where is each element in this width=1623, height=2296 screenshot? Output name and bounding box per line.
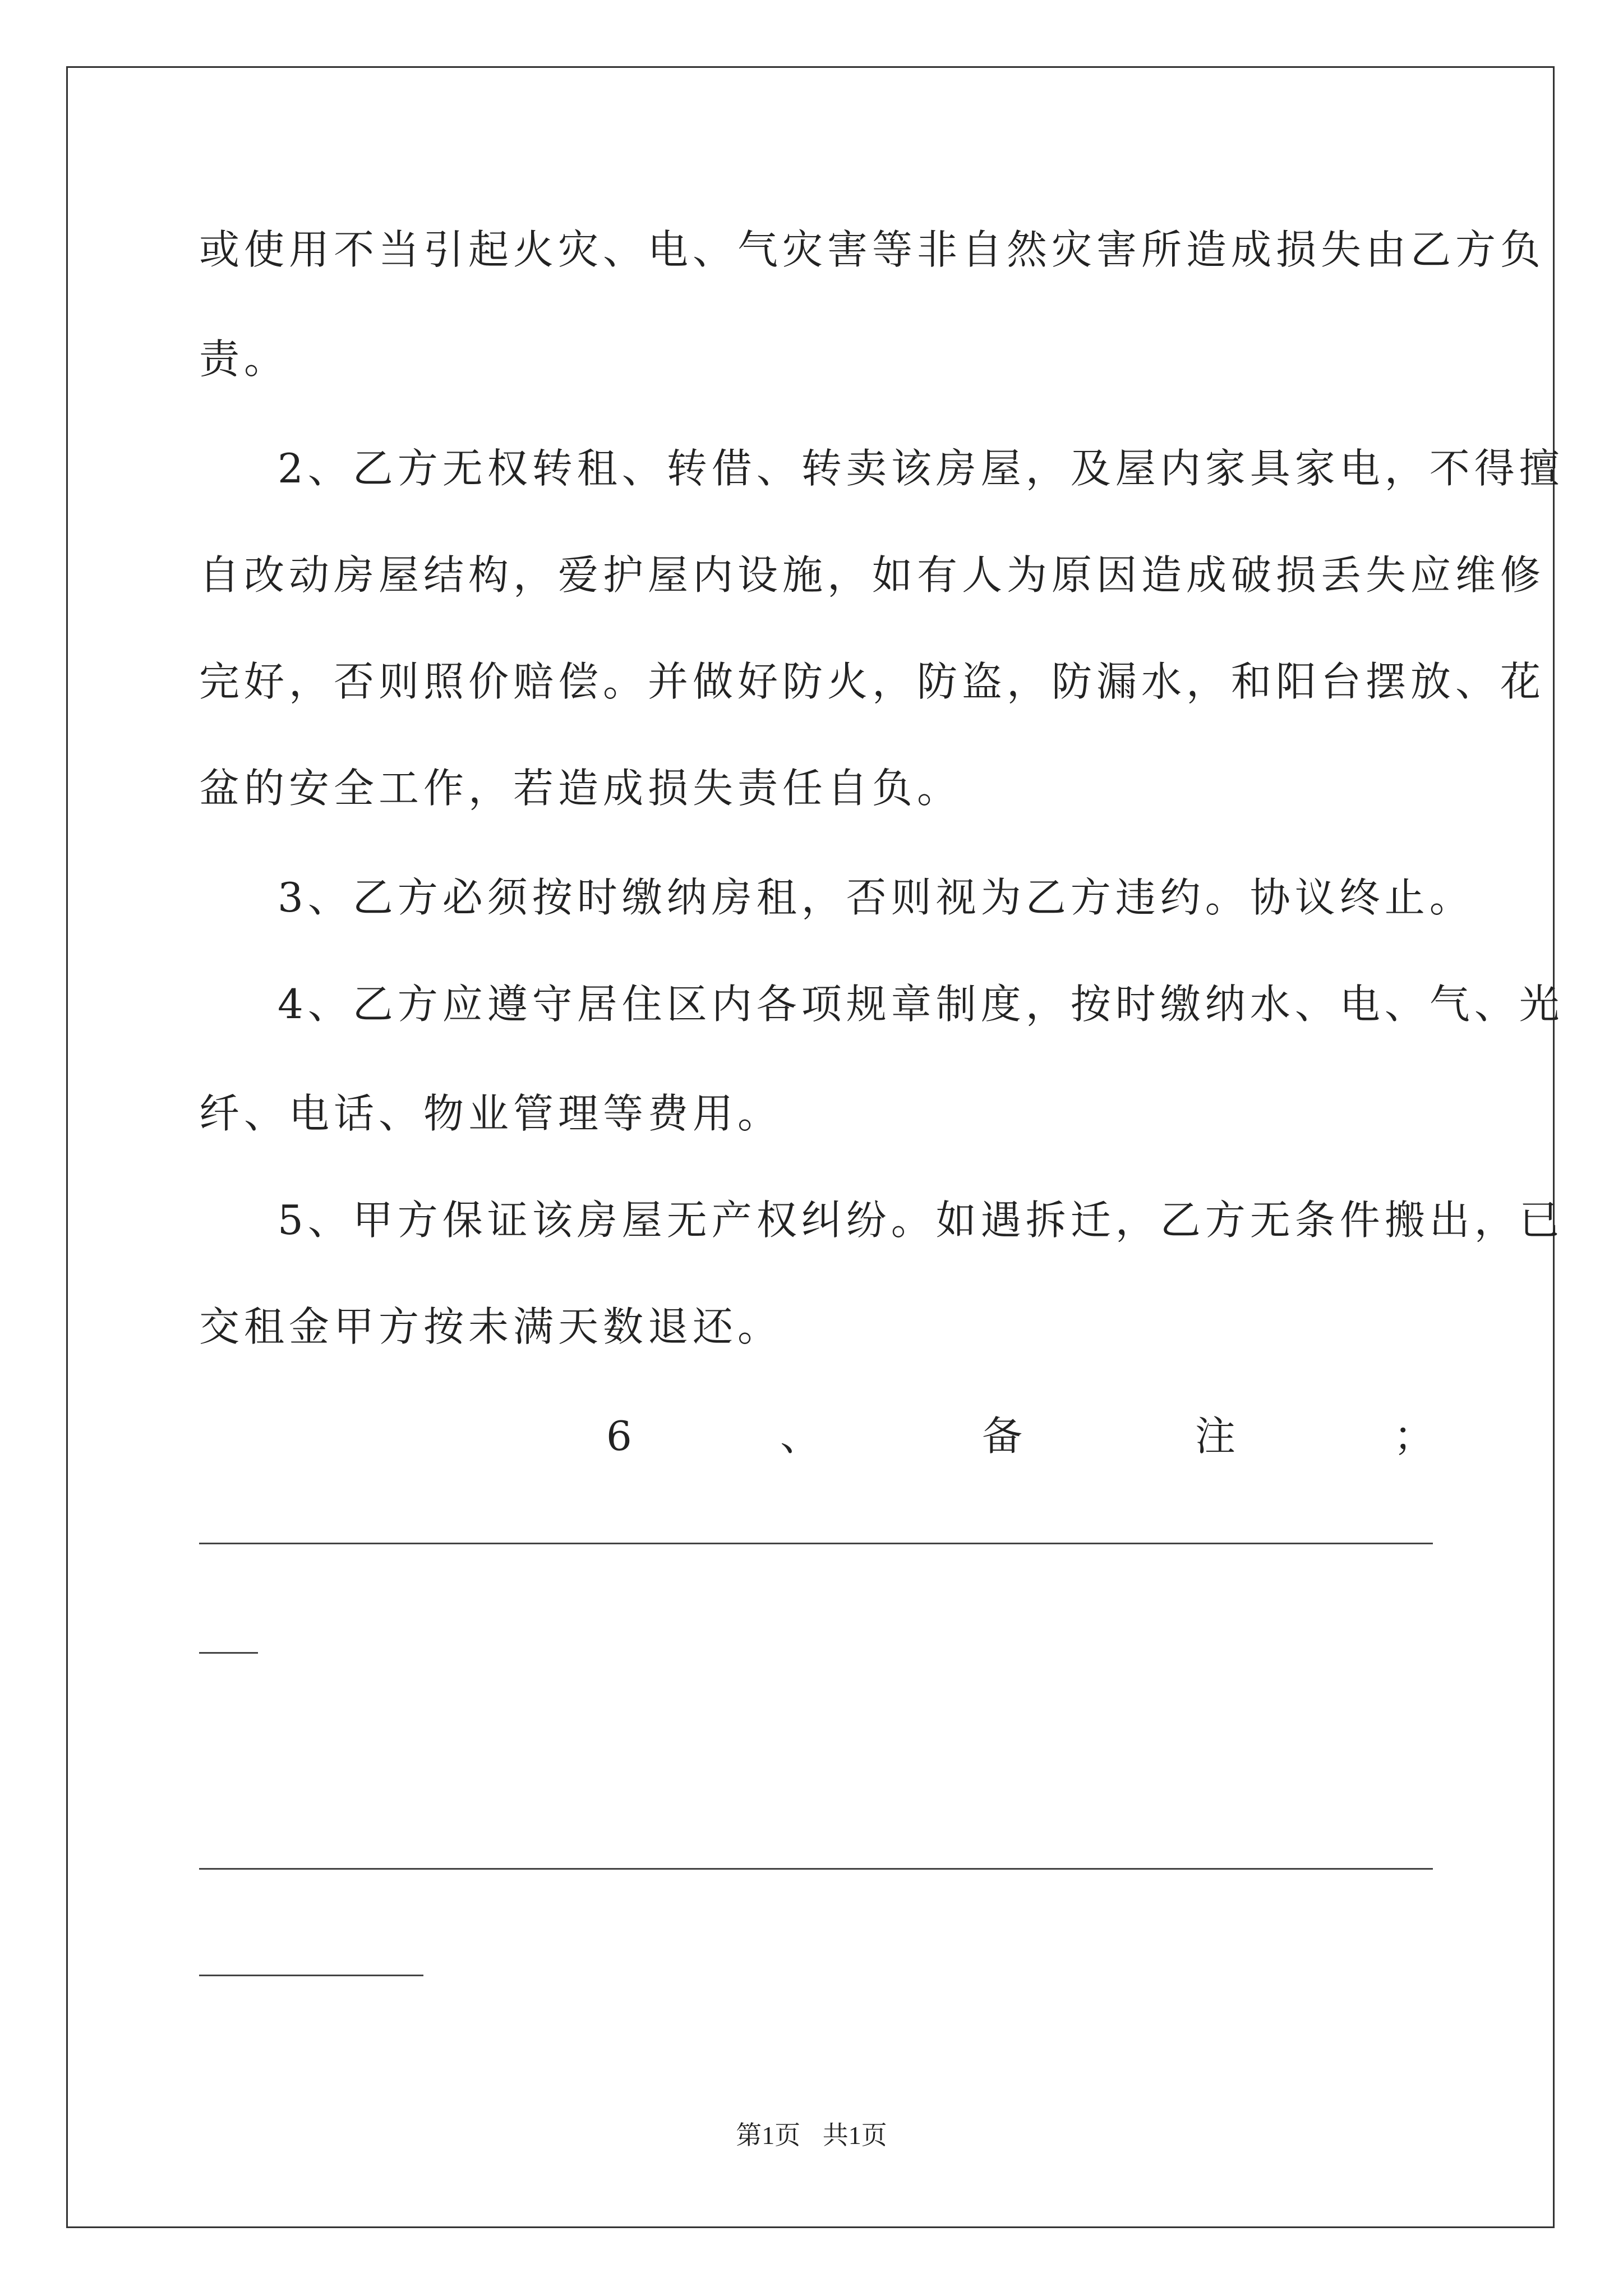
paragraph-2-line-3 bbox=[199, 654, 1545, 710]
remark-underline-2-tail bbox=[199, 1975, 423, 1976]
paragraph-3-line-1 bbox=[278, 869, 1474, 926]
page-frame bbox=[66, 66, 1555, 2228]
paragraph-1-line-2 bbox=[199, 331, 289, 387]
paragraph-2-line-4 bbox=[199, 760, 962, 816]
paragraph-6-line-1 bbox=[199, 1408, 1439, 1464]
remark-separator: 、 bbox=[780, 1412, 826, 1460]
paragraph-5-line-2 bbox=[199, 1299, 782, 1355]
page-total: 共1页 bbox=[822, 2121, 887, 2150]
paragraph-4-line-1-text: 4、乙方应遵守居住区内各项规章制度，按时缴纳水、电、气、光 bbox=[278, 981, 1564, 1028]
remark-underline-1-tail bbox=[199, 1652, 258, 1654]
paragraph-2-line-2 bbox=[199, 547, 1545, 603]
paragraph-2-line-4-text: 盆的安全工作，若造成损失责任自负。 bbox=[199, 765, 962, 812]
paragraph-4-line-1 bbox=[278, 976, 1564, 1032]
remark-char-2: 注 bbox=[1195, 1412, 1241, 1460]
remark-underline-2 bbox=[199, 1868, 1433, 1870]
paragraph-1-line-1-text: 或使用不当引起火灾、电、气灾害等非自然灾害所造成损失由乙方负 bbox=[199, 226, 1546, 273]
remark-semicolon: ； bbox=[1394, 1412, 1439, 1460]
paragraph-1-line-1 bbox=[199, 222, 1546, 278]
paragraph-2-line-3-text: 完好，否则照价赔偿。并做好防火，防盗，防漏水，和阳台摆放、花 bbox=[199, 658, 1546, 705]
page-footer bbox=[0, 2115, 1623, 2152]
paragraph-2-line-1-text: 2、乙方无权转租、转借、转卖该房屋，及屋内家具家电，不得擅 bbox=[278, 445, 1564, 492]
paragraph-1-line-2-text: 责。 bbox=[199, 335, 289, 383]
remark-underline-1 bbox=[199, 1543, 1433, 1544]
paragraph-5-line-1 bbox=[278, 1192, 1564, 1248]
paragraph-2-line-2-text: 自改动房屋结构，爱护屋内设施，如有人为原因造成破损丢失应维修 bbox=[199, 551, 1546, 599]
paragraph-3-line-1-text: 3、乙方必须按时缴纳房租，否则视为乙方违约。协议终止。 bbox=[278, 874, 1474, 921]
paragraph-4-line-2-text: 纤、电话、物业管理等费用。 bbox=[199, 1090, 783, 1137]
paragraph-5-line-2-text: 交租金甲方按未满天数退还。 bbox=[199, 1303, 783, 1350]
paragraph-2-line-1 bbox=[278, 440, 1564, 496]
paragraph-5-line-1-text: 5、甲方保证该房屋无产权纠纷。如遇拆迁，乙方无条件搬出，已 bbox=[278, 1197, 1564, 1244]
remark-char-1: 备 bbox=[982, 1412, 1027, 1460]
page-number: 第1页 bbox=[736, 2121, 801, 2150]
remark-number: 6 bbox=[606, 1412, 637, 1460]
paragraph-4-line-2 bbox=[199, 1085, 782, 1142]
